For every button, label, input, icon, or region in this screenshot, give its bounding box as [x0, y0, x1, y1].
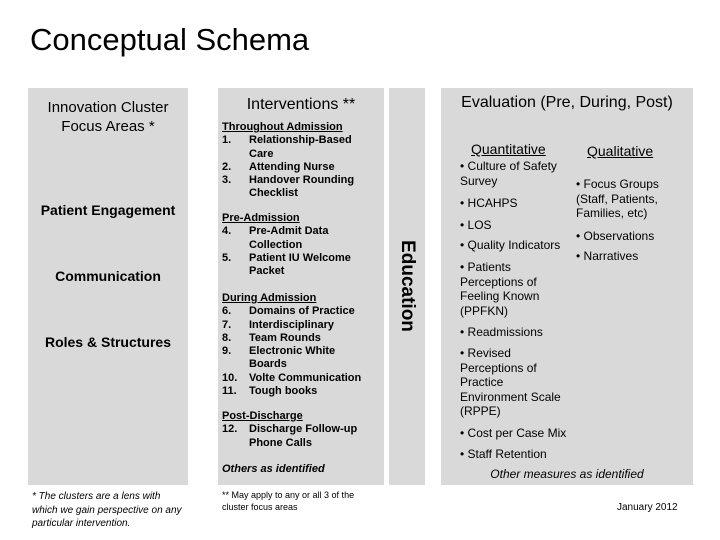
interventions-others: Others as identified	[222, 463, 325, 475]
quantitative-item: • LOS	[460, 218, 492, 232]
evaluation-panel	[441, 88, 693, 485]
intervention-item: 11. Tough books	[222, 385, 318, 398]
qualitative-item: • Focus Groups (Staff, Patients, Families, etc)	[576, 177, 659, 221]
quantitative-item: • HCAHPS	[460, 196, 518, 210]
evaluation-other: Other measures as identified	[490, 467, 644, 481]
intervention-item: 8. Team Rounds	[222, 331, 321, 344]
intervention-item: 9. Electronic White Boards	[222, 345, 336, 371]
quantitative-item: • Patients Perceptions of Feeling Known (PPFKN)	[460, 260, 540, 318]
interventions-heading: Interventions **	[246, 96, 356, 113]
quantitative-item: • Revised Perceptions of Practice Environment Scale (RPPE)	[460, 346, 561, 419]
quantitative-item: • Culture of Safety Survey	[460, 159, 557, 188]
section-post-discharge	[222, 410, 372, 450]
section-heading: Post-Discharge	[222, 410, 303, 422]
section-throughout-admission	[222, 121, 367, 201]
quantitative-heading: Quantitative	[471, 141, 546, 157]
intervention-item: 1. Relationship-Based Care	[222, 134, 352, 160]
cluster-patient-engagement: Patient Engagement	[40, 202, 176, 218]
intervention-item: 5. Patient IU Welcome Packet	[222, 251, 351, 278]
section-heading: During Admission	[222, 292, 317, 304]
interventions-footnote: ** May apply to any or all 3 of the cluster focus areas	[222, 490, 355, 512]
intervention-item: 4. Pre-Admit Data Collection	[222, 225, 329, 251]
date-label: January 2012	[617, 502, 678, 513]
education-label: Education	[397, 240, 418, 332]
section-pre-admission	[222, 212, 367, 278]
intervention-item: 12. Discharge Follow-up Phone Calls	[222, 423, 358, 449]
section-during-admission	[222, 292, 372, 398]
intervention-item: 2. Attending Nurse	[222, 160, 335, 173]
qualitative-item: • Observations	[576, 229, 655, 243]
qualitative-heading: Qualitative	[587, 143, 654, 159]
intervention-item: 6. Domains of Practice	[222, 305, 355, 318]
quantitative-item: • Readmissions	[460, 325, 543, 339]
qualitative-item: • Narratives	[576, 249, 639, 263]
section-heading: Pre-Admission	[222, 212, 300, 224]
evaluation-heading: Evaluation (Pre, During, Post)	[461, 94, 673, 111]
innovation-panel	[28, 88, 188, 485]
cluster-communication: Communication	[55, 268, 161, 284]
innovation-heading: Innovation Cluster Focus Areas *	[47, 99, 169, 135]
quantitative-item: • Cost per Case Mix	[460, 426, 567, 440]
interventions-panel	[218, 88, 384, 485]
quantitative-item: • Staff Retention	[460, 447, 547, 461]
intervention-item: 3. Handover Rounding Checklist	[222, 174, 355, 200]
cluster-roles-structures: Roles & Structures	[44, 334, 172, 350]
section-heading: Throughout Admission	[222, 121, 343, 133]
intervention-item: 10. Volte Communication	[222, 371, 362, 384]
page-title: Conceptual Schema	[30, 22, 310, 57]
quantitative-item: • Quality Indicators	[460, 238, 561, 252]
innovation-footnote: * The clusters are a lens with which we gain perspective on any particular intervention.	[32, 491, 182, 529]
intervention-item: 7. Interdisciplinary	[222, 318, 334, 331]
